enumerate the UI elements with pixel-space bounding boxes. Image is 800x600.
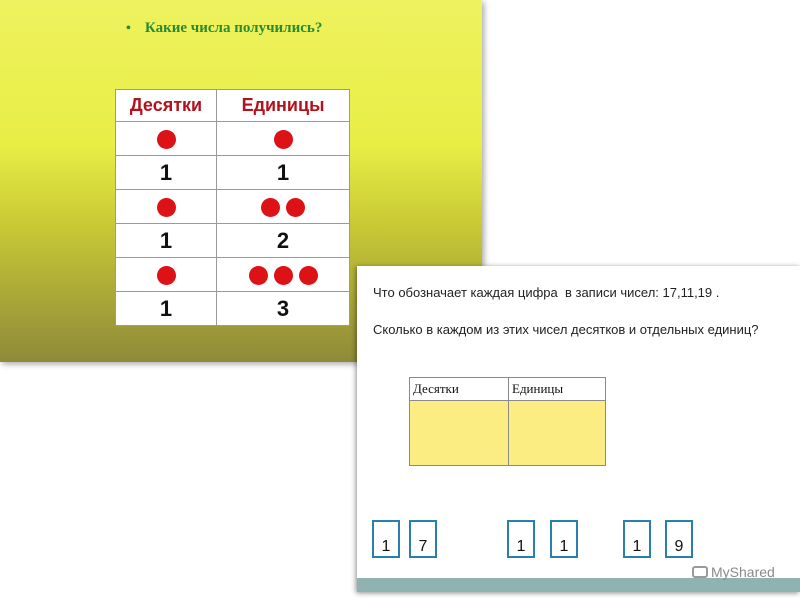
counter-dot-icon <box>286 198 305 217</box>
counter-dot-icon <box>299 266 318 285</box>
answer-table <box>409 377 606 466</box>
digit-card: 7 <box>409 520 437 558</box>
answer-header-tens: Десятки <box>410 378 509 401</box>
cell-units: 3 <box>217 292 350 326</box>
answer-cell-units <box>509 401 606 466</box>
slide-1-title <box>126 20 322 37</box>
digit-card: 1 <box>372 520 400 558</box>
counter-dot-icon <box>157 130 176 149</box>
slide-2 <box>357 266 800 592</box>
watermark-text: MyShared <box>711 564 775 580</box>
cell-units: 2 <box>217 224 350 258</box>
watermark <box>692 564 775 580</box>
table-row <box>116 156 350 190</box>
table-row <box>116 224 350 258</box>
cell-tens: 1 <box>116 224 217 258</box>
cell-units <box>217 122 350 156</box>
digit-card: 9 <box>665 520 693 558</box>
question-tens-units-count: Сколько в каждом из этих чисел десятков и отдельных единиц? <box>373 322 759 337</box>
table-row <box>116 122 350 156</box>
cell-tens: 1 <box>116 156 217 190</box>
counter-dot-icon <box>157 198 176 217</box>
cell-tens <box>116 122 217 156</box>
cell-units <box>217 258 350 292</box>
slide-footer-bar <box>357 578 800 592</box>
tens-units-table <box>115 89 350 326</box>
table-row <box>116 292 350 326</box>
cell-units <box>217 190 350 224</box>
digit-card: 1 <box>623 520 651 558</box>
table-row <box>116 258 350 292</box>
cell-units: 1 <box>217 156 350 190</box>
counter-dot-icon <box>157 266 176 285</box>
answer-header-units: Единицы <box>509 378 606 401</box>
presentation-icon <box>692 566 708 578</box>
bullet-icon: • <box>126 20 131 36</box>
counter-dot-icon <box>274 266 293 285</box>
counter-dot-icon <box>274 130 293 149</box>
counter-dot-icon <box>261 198 280 217</box>
cell-tens <box>116 190 217 224</box>
tens-units-table-body <box>116 122 350 326</box>
slide-1-title-text: Какие числа получились? <box>144 20 323 36</box>
header-tens: Десятки <box>116 90 217 122</box>
question-digit-meaning: Что обозначает каждая цифра в записи чисел: 17,11,19 . <box>373 285 720 300</box>
header-units: Единицы <box>217 90 350 122</box>
cell-tens <box>116 258 217 292</box>
digit-card: 1 <box>507 520 535 558</box>
cell-tens: 1 <box>116 292 217 326</box>
digit-card: 1 <box>550 520 578 558</box>
table-row <box>116 190 350 224</box>
counter-dot-icon <box>249 266 268 285</box>
answer-cell-tens <box>410 401 509 466</box>
